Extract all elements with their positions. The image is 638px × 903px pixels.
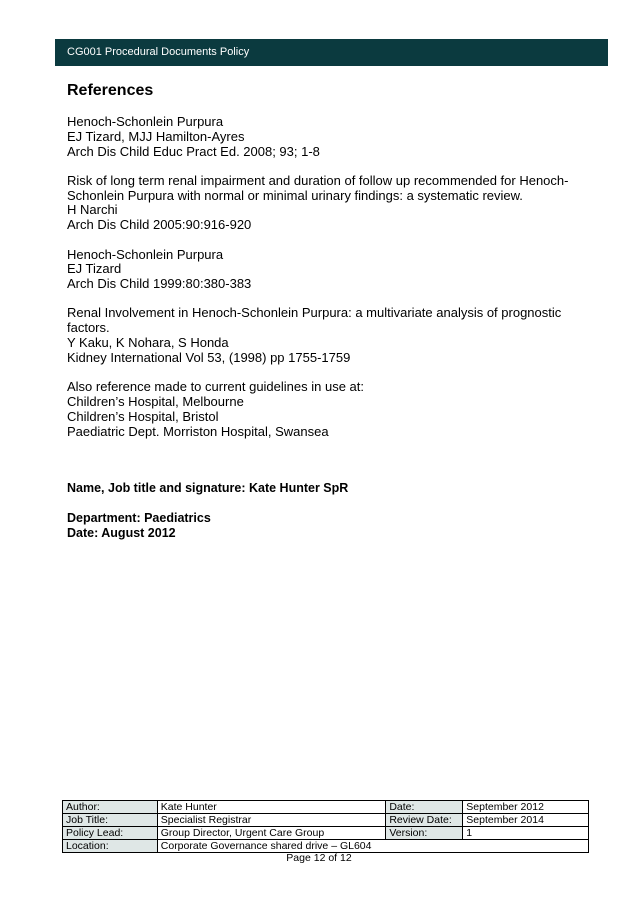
- reference-line: Risk of long term renal impairment and duration of follow up recommended for Henoch-: [67, 172, 569, 188]
- reference-line: Henoch-Schonlein Purpura: [67, 114, 224, 129]
- reference-line: Children’s Hospital, Melbourne: [67, 393, 244, 409]
- reference-item: [67, 248, 577, 292]
- references-list: [67, 115, 577, 439]
- location-label: Location:: [63, 840, 158, 853]
- reference-line: Schonlein Purpura with normal or minimal urinary findings: a systematic review.: [67, 187, 523, 203]
- date-value: September 2012: [463, 801, 589, 814]
- version-label: Version:: [386, 827, 463, 840]
- reference-line: Renal Involvement in Henoch-Schonlein Purpura: a multivariate analysis of prognostic: [67, 305, 562, 321]
- document-header-bar: [55, 39, 608, 66]
- job-title-label: Job Title:: [63, 814, 158, 827]
- reference-line: H Narchi: [67, 202, 118, 218]
- location-value: Corporate Governance shared drive – GL604: [157, 840, 588, 853]
- signature-department-line: Department: Paediatrics: [67, 511, 211, 526]
- table-row: [63, 801, 589, 814]
- table-row: [63, 814, 589, 827]
- signature-name-line: Name, Job title and signature: Kate Hunter SpR: [67, 481, 349, 496]
- reference-line: Kidney International Vol 53, (1998) pp 1755-1759: [67, 349, 351, 365]
- reference-line: Also reference made to current guidelines in use at:: [67, 379, 365, 395]
- reference-line: Children’s Hospital, Bristol: [67, 408, 219, 424]
- document-body: [67, 81, 577, 541]
- review-date-label: Review Date:: [386, 814, 463, 827]
- reference-item: [67, 306, 577, 365]
- reference-item: [67, 115, 577, 159]
- reference-line: EJ Tizard: [67, 261, 122, 277]
- author-value: Kate Hunter: [157, 801, 386, 814]
- signature-date-line: Date: August 2012: [67, 526, 176, 541]
- section-title: References: [67, 82, 154, 99]
- policy-lead-label: Policy Lead:: [63, 827, 158, 840]
- reference-line: factors.: [67, 320, 110, 336]
- version-value: 1: [463, 827, 589, 840]
- reference-line: Y Kaku, K Nohara, S Honda: [67, 335, 229, 351]
- page-number: Page 12 of 12: [286, 852, 352, 864]
- reference-item: [67, 174, 577, 233]
- table-row: [63, 840, 589, 853]
- job-title-value: Specialist Registrar: [157, 814, 386, 827]
- signature-block: [67, 481, 577, 541]
- review-date-value: September 2014: [463, 814, 589, 827]
- reference-line: Henoch-Schonlein Purpura: [67, 246, 224, 262]
- reference-line: Arch Dis Child 1999:80:380-383: [67, 276, 252, 292]
- guidelines-note: [67, 380, 577, 439]
- table-row: [63, 827, 589, 840]
- document-control-table: [62, 800, 589, 853]
- author-label: Author:: [63, 801, 158, 814]
- reference-line: Arch Dis Child 2005:90:916-920: [67, 217, 252, 233]
- reference-line: Paediatric Dept. Morriston Hospital, Swansea: [67, 423, 329, 439]
- document-header-title: CG001 Procedural Documents Policy: [67, 46, 250, 58]
- date-label: Date:: [386, 801, 463, 814]
- policy-lead-value: Group Director, Urgent Care Group: [157, 827, 386, 840]
- reference-line: EJ Tizard, MJJ Hamilton-Ayres: [67, 128, 245, 144]
- reference-line: Arch Dis Child Educ Pract Ed. 2008; 93; 1-8: [67, 143, 320, 159]
